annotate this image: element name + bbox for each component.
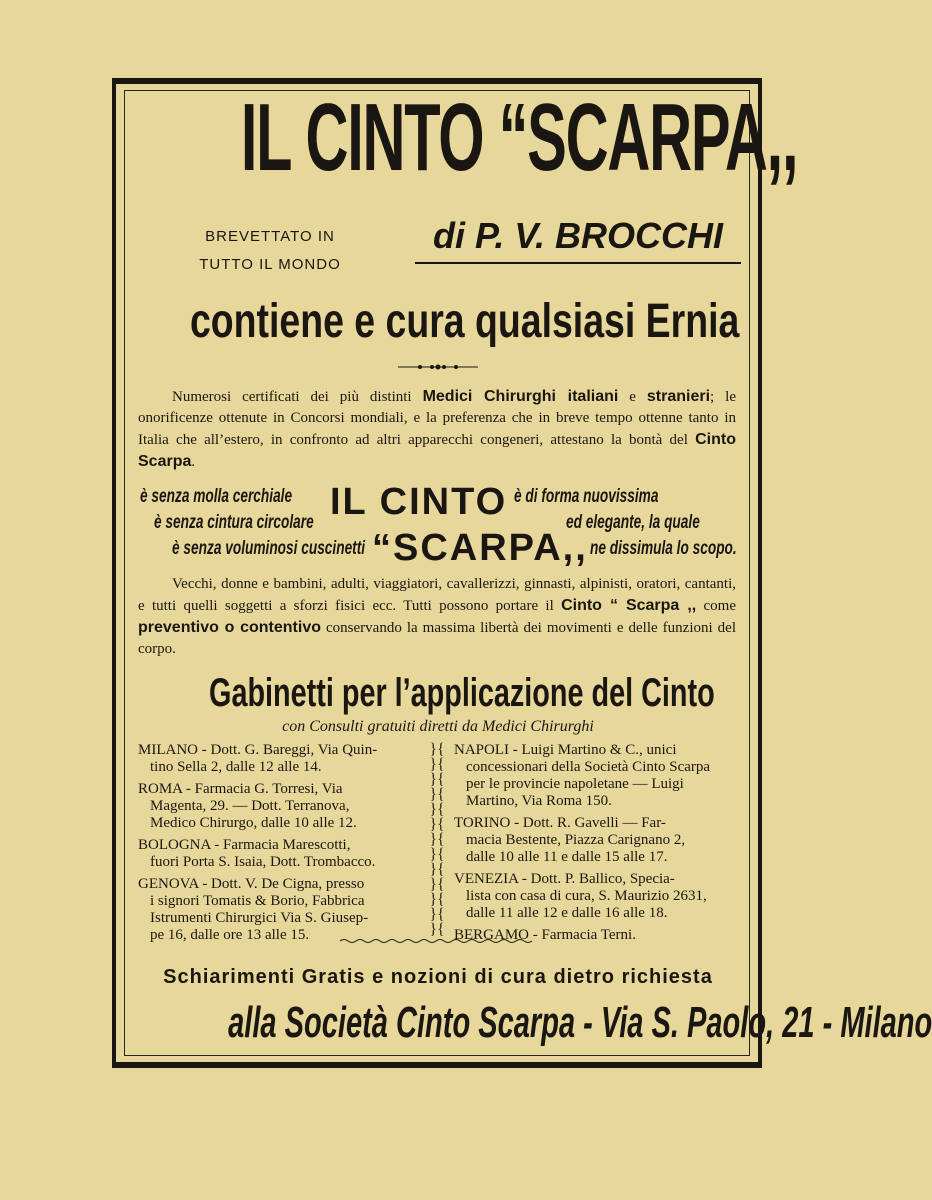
- feature-center-2: “SCARPA,,: [372, 527, 588, 569]
- headline: contiene e cura qualsiasi Ernia: [189, 295, 740, 348]
- clinic-venezia: VENEZIA - Dott. P. Ballico, Specia- lista con casa di cura, S. Maurizio 2631, dalle 11 alle 12 e dalle 16 alle 18.: [454, 871, 707, 921]
- author-underline: [415, 262, 741, 264]
- info-line: Schiarimenti Gratis e nozioni di cura dietro richiesta: [163, 966, 713, 988]
- company-address: alla Società Cinto Scarpa - Via S. Paolo, 21 - Milano: [228, 998, 932, 1047]
- clinics-left-column: [138, 742, 420, 949]
- clinic-napoli: NAPOLI - Luigi Martino & C., unici concessionari della Società Cinto Scarpa per le provincie napoletane — Luigi Martino, Via Roma 150.: [454, 742, 711, 809]
- feature-center-1: IL CINTO: [330, 481, 508, 523]
- column-divider: }{ }{ }{ }{ }{ }{ }{ }{ }{ }{ }{ }{ }{: [429, 741, 445, 938]
- clinic-torino: TORINO - Dott. R. Gavelli — Far- macia Bestente, Piazza Carignano 2, dalle 10 alle 11 e dalle 15 alle 17.: [454, 815, 686, 865]
- feature-right-3: ne dissimula lo scopo.: [590, 538, 737, 559]
- clinics-right-column: [454, 742, 736, 949]
- ad-title: IL CINTO “SCARPA,,: [240, 84, 798, 191]
- patent-note: BREVETTATO IN TUTTO IL MONDO: [199, 228, 341, 273]
- clinic-bologna: BOLOGNA - Farmacia Marescotti, fuori Porta S. Isaia, Dott. Trombacco.: [138, 837, 376, 870]
- wavy-divider: [340, 938, 536, 944]
- feature-right-1: è di forma nuovissima: [514, 486, 659, 507]
- ornament-divider: [398, 362, 478, 375]
- feature-right-2: ed elegante, la quale: [566, 512, 700, 533]
- clinic-roma: ROMA - Farmacia G. Torresi, Via Magenta, 29. — Dott. Terranova, Medico Chirurgo, dalle 10 alle 12.: [138, 781, 357, 831]
- feature-left-1: è senza molla cerchiale: [140, 486, 293, 507]
- usage-paragraph: Vecchi, donne e bambini, adulti, viaggiatori, cavallerizzi, ginnasti, alpinisti, oratori, cantanti, e tutti quelli soggetti a sforzi fisici ecc. Tutti possono portare il Cinto “ Scarpa ,, come preventivo o contentivo conservando la massima libertà dei movimenti e delle funzioni del corpo.: [138, 576, 737, 657]
- feature-left-3: è senza voluminosi cuscinetti: [172, 538, 366, 559]
- feature-left-2: è senza cintura circolare: [154, 512, 314, 533]
- clinic-genova: GENOVA - Dott. V. De Cigna, presso i signori Tomatis & Borio, Fabbrica Istrumenti Chirurgici Via S. Giusep- pe 16, dalle ore 13 alle 15.: [138, 876, 369, 943]
- clinic-milano: MILANO - Dott. G. Bareggi, Via Quin- tino Sella 2, dalle 12 alle 14.: [138, 742, 378, 775]
- author-name: di P. V. BROCCHI: [432, 215, 724, 256]
- intro-paragraph: Numerosi certificati dei più distinti Medici Chirurghi italiani e stranieri; le onorificenze ottenute in Concorsi mondiali, e la preferenza che in breve tempo ottenne tanto in Italia che all’estero, in confronto ad altri apparecchi congeneri, attestano la bontà del Cinto Scarpa.: [138, 388, 736, 470]
- ornament-icon: [398, 362, 478, 372]
- clinic-bergamo: BERGAMO - Farmacia Terni.: [454, 927, 636, 943]
- gabinetti-subtitle: con Consulti gratuiti diretti da Medici Chirurghi: [282, 718, 594, 735]
- gabinetti-title: Gabinetti per l’applicazione del Cinto: [209, 671, 715, 715]
